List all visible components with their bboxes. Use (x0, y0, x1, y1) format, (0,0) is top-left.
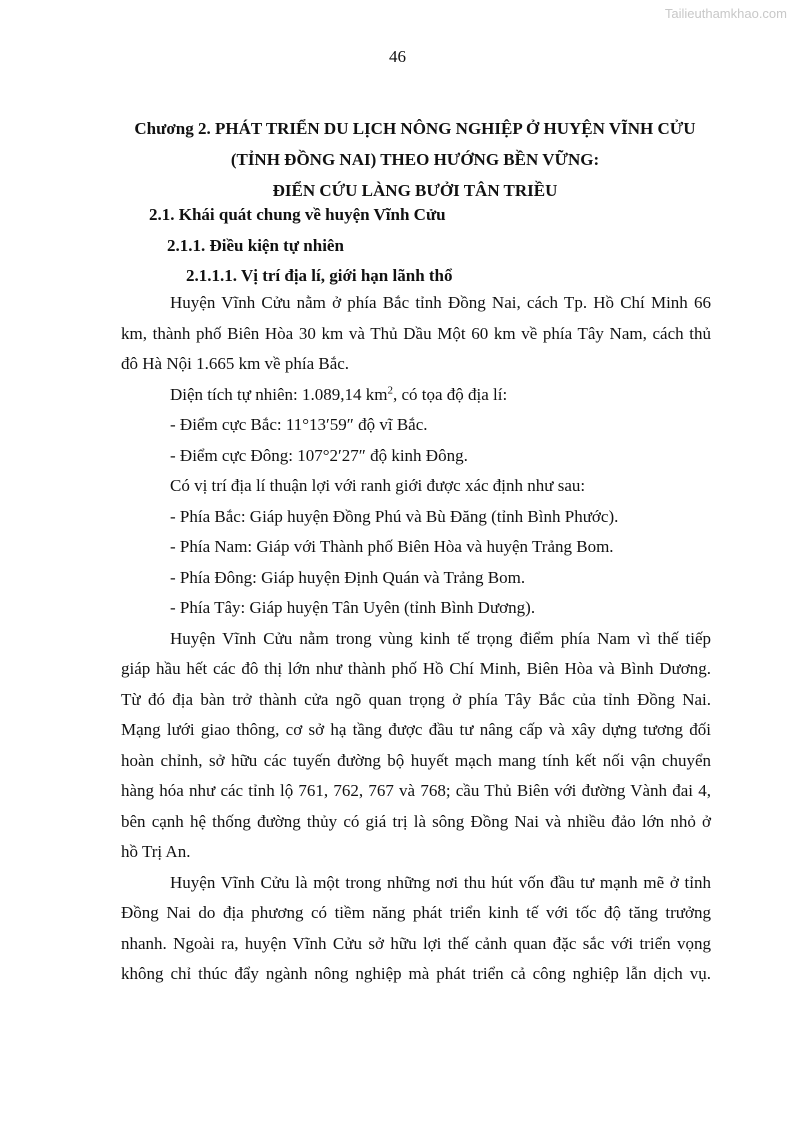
paragraph-line: hàng hóa như các tỉnh lộ 761, 762, 767 và 768; cầu Thủ Biên với đường Vành đai 4, (121, 781, 711, 800)
paragraph-line: Huyện Vĩnh Cửu nằm ở phía Bắc tỉnh Đồng Nai, cách Tp. Hồ Chí Minh 66 (170, 293, 711, 312)
watermark: Tailieuthamkhao.com (664, 6, 787, 21)
paragraph-line: hoàn chỉnh, sở hữu các tuyến đường bộ huyết mạch mang tính kết nối vận chuyển (121, 750, 711, 770)
chapter-title (100, 113, 730, 206)
area-prefix: Diện tích tự nhiên: 1.089,14 km (170, 384, 388, 404)
border-item: - Phía Tây: Giáp huyện Tân Uyên (tỉnh Bình Dương). (170, 598, 536, 617)
borders-intro: Có vị trí địa lí thuận lợi với ranh giới được xác định như sau: (170, 476, 586, 495)
paragraph-line: đô Hà Nội 1.665 km về phía Bắc. (121, 354, 350, 373)
paragraph-line: hồ Trị An. (121, 842, 191, 861)
paragraph-line: km, thành phố Biên Hòa 30 km và Thủ Dầu Một 60 km về phía Tây Nam, cách thủ (121, 323, 711, 343)
paragraph-line: nhanh. Ngoài ra, huyện Vĩnh Cửu sở hữu lợi thế cảnh quan đặc sắc với triển vọng (121, 933, 711, 953)
paragraph-line: Mạng lưới giao thông, cơ sở hạ tầng được đầu tư nâng cấp và xây dựng tương đối (121, 720, 711, 739)
border-item: - Phía Đông: Giáp huyện Định Quán và Trảng Bom. (170, 567, 526, 587)
area-superscript: 2 (387, 383, 393, 396)
page-number: 46 (389, 47, 406, 66)
body-text (121, 288, 711, 990)
coordinate-line: - Điểm cực Đông: 107°2′27″ độ kinh Đông. (170, 445, 468, 465)
paragraph-line: Huyện Vĩnh Cửu nằm trong vùng kinh tế trọng điểm phía Nam vì thế tiếp (170, 628, 711, 648)
paragraph-line: bên cạnh hệ thống đường thủy có giá trị là sông Đồng Nai và nhiều đảo lớn nhỏ ở (121, 811, 711, 831)
paragraph-line: giáp hầu hết các đô thị lớn như thành phố Hồ Chí Minh, Biên Hòa và Bình Dương. (121, 659, 711, 678)
border-item: - Phía Bắc: Giáp huyện Đồng Phú và Bù Đăng (tỉnh Bình Phước). (170, 506, 619, 526)
coordinate-line: - Điểm cực Bắc: 11°13′59″ độ vĩ Bắc. (170, 415, 428, 434)
section-heading-2-1-1-1: 2.1.1.1. Vị trí địa lí, giới hạn lãnh thổ (186, 266, 453, 285)
chapter-title-line-1: Chương 2. PHÁT TRIỂN DU LỊCH NÔNG NGHIỆP Ở HUYỆN VĨNH CỬU (134, 119, 696, 138)
paragraph-line: Đồng Nai do địa phương có tiềm năng phát triển kinh tế với tốc độ tăng trưởng (121, 903, 711, 922)
chapter-title-line-2: (TỈNH ĐỒNG NAI) THEO HƯỚNG BỀN VỮNG: (230, 150, 600, 169)
area-suffix: , có tọa độ địa lí: (392, 384, 508, 404)
paragraph-line: Huyện Vĩnh Cửu là một trong những nơi thu hút vốn đầu tư mạnh mẽ ở tỉnh (170, 872, 711, 892)
section-heading-2-1: 2.1. Khái quát chung về huyện Vĩnh Cửu (149, 205, 446, 224)
paragraph-line: Từ đó địa bàn trở thành cửa ngõ quan trọng ở phía Tây Bắc của tỉnh Đồng Nai. (121, 689, 711, 709)
area-line (121, 380, 711, 411)
paragraph-line: không chỉ thúc đẩy ngành nông nghiệp mà phát triển cả công nghiệp lẫn dịch vụ. (121, 964, 711, 983)
chapter-title-line-3: ĐIỂN CỨU LÀNG BƯỞI TÂN TRIỀU (272, 181, 558, 200)
section-heading-2-1-1: 2.1.1. Điều kiện tự nhiên (167, 236, 344, 255)
border-item: - Phía Nam: Giáp với Thành phố Biên Hòa và huyện Trảng Bom. (170, 537, 614, 556)
